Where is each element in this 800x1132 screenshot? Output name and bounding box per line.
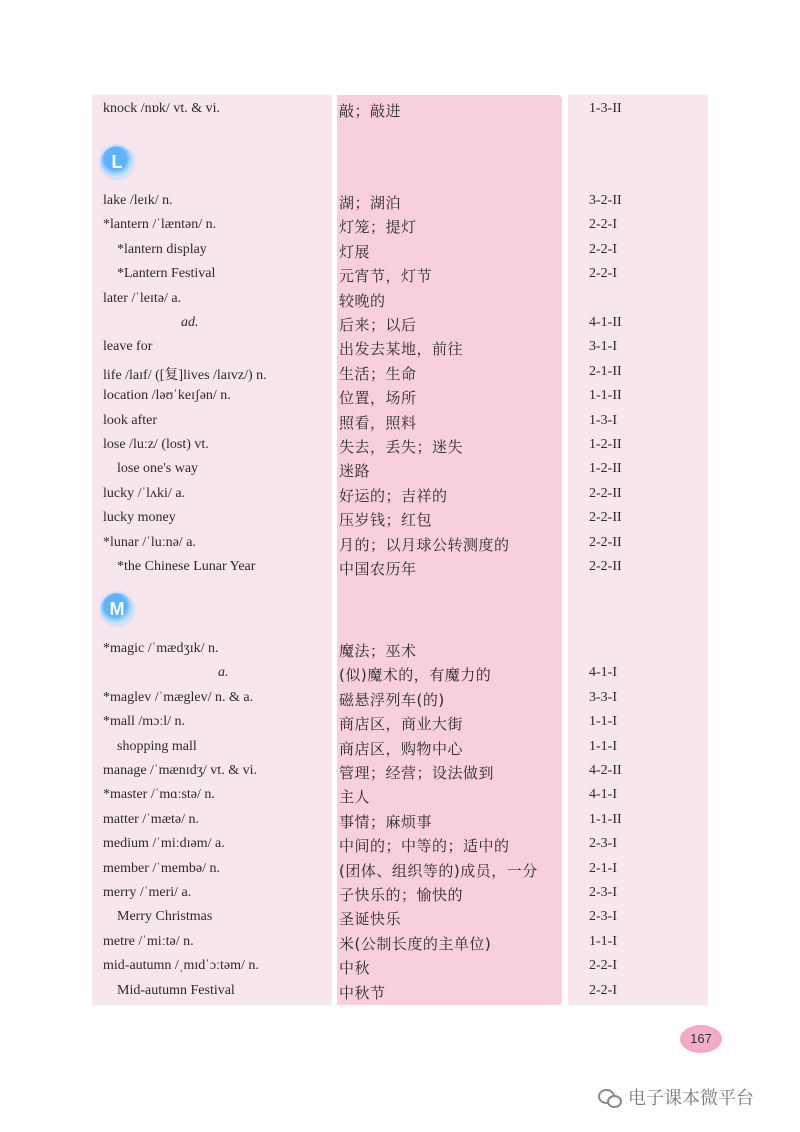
chinese-meaning: 生活；生命 xyxy=(339,364,417,383)
glossary-row xyxy=(0,190,800,214)
english-headword: metre /ˈmiːtə/ n. xyxy=(103,933,194,949)
english-headword: knock /nɒk/ vt. & vi. xyxy=(103,101,220,116)
chinese-meaning: 失去，丢失；迷失 xyxy=(339,438,464,456)
english-headword: a. xyxy=(218,665,229,681)
unit-reference: 2-2-II xyxy=(589,559,622,574)
glossary-row xyxy=(0,980,800,1004)
chinese-meaning: 中秋 xyxy=(339,959,371,978)
glossary-row xyxy=(0,532,800,556)
watermark xyxy=(598,1084,754,1110)
chinese-meaning: 商店区，商业大街 xyxy=(339,715,464,734)
glossary-row xyxy=(0,760,800,784)
english-headword: lucky /ˈlʌki/ a. xyxy=(103,485,186,501)
glossary-row xyxy=(0,906,800,930)
unit-reference: 1-1-II xyxy=(589,811,622,827)
unit-reference: 3-3-I xyxy=(589,689,617,705)
english-headword: member /ˈmembə/ n. xyxy=(103,860,221,876)
chinese-meaning: 灯展 xyxy=(339,242,371,261)
watermark-text: 电子课本微平台 xyxy=(628,1088,754,1109)
unit-reference: 1-2-II xyxy=(589,437,622,452)
english-headword: medium /ˈmiːdɪəm/ a. xyxy=(103,836,225,852)
unit-reference: 1-1-I xyxy=(589,933,617,949)
unit-reference: 4-1-I xyxy=(589,787,617,803)
chinese-meaning: 灯笼；提灯 xyxy=(339,218,417,237)
english-headword: Merry Christmas xyxy=(117,909,213,925)
unit-reference: 2-2-I xyxy=(589,982,617,998)
english-headword: matter /ˈmætə/ n. xyxy=(103,811,200,827)
chinese-meaning: 较晚的 xyxy=(339,291,386,310)
chinese-meaning: 迷路 xyxy=(339,462,371,481)
unit-reference: 1-1-I xyxy=(589,738,617,754)
unit-reference: 2-3-I xyxy=(589,909,617,925)
english-headword: *lantern display xyxy=(117,241,207,257)
unit-reference: 2-3-I xyxy=(589,836,617,852)
glossary-row xyxy=(0,955,800,979)
chinese-meaning: 事情；麻烦事 xyxy=(339,812,433,831)
page-number: 167 xyxy=(680,1025,722,1053)
unit-reference: 1-2-II xyxy=(589,461,622,477)
chinese-meaning: 中国农历年 xyxy=(339,560,417,578)
unit-reference: 3-1-I xyxy=(589,339,617,355)
unit-reference: 2-1-I xyxy=(589,860,617,876)
glossary-row xyxy=(0,98,800,122)
unit-reference: 3-2-II xyxy=(589,193,622,208)
chinese-meaning: 圣诞快乐 xyxy=(339,910,402,929)
unit-reference: 2-2-I xyxy=(589,266,617,282)
glossary-row xyxy=(0,784,800,808)
chinese-meaning: (团体、组织等的)成员，一分 xyxy=(339,861,538,880)
glossary-row xyxy=(0,458,800,482)
glossary-row xyxy=(0,687,800,711)
english-headword: *the Chinese Lunar Year xyxy=(117,559,256,574)
section-letter-l-badge: L xyxy=(101,146,133,178)
english-headword: *master /ˈmɑːstə/ n. xyxy=(103,787,215,803)
unit-reference: 4-2-II xyxy=(589,763,622,778)
glossary-row xyxy=(0,239,800,263)
unit-reference: 1-3-I xyxy=(589,412,617,428)
english-headword: look after xyxy=(103,412,158,428)
chinese-meaning: 好运的；吉祥的 xyxy=(339,486,448,505)
unit-reference: 2-2-I xyxy=(589,217,617,233)
chinese-meaning: 管理；经营；设法做到 xyxy=(339,764,495,782)
unit-reference: 2-3-I xyxy=(589,885,617,900)
chinese-meaning: 压岁钱；红包 xyxy=(339,511,433,530)
glossary-row xyxy=(0,434,800,458)
english-headword: manage /ˈmænɪdʒ/ vt. & vi. xyxy=(103,763,257,778)
english-headword: ad. xyxy=(181,315,199,330)
unit-reference: 2-2-I xyxy=(589,958,617,974)
chinese-meaning: 商店区，购物中心 xyxy=(339,739,464,758)
glossary-row xyxy=(0,410,800,434)
chinese-meaning: 中秋节 xyxy=(339,983,386,1002)
chinese-meaning: 主人 xyxy=(339,788,371,807)
chinese-meaning: 湖；湖泊 xyxy=(339,194,402,212)
english-headword: *lunar /ˈluːnə/ a. xyxy=(103,534,196,550)
glossary-row xyxy=(0,361,800,385)
chinese-meaning: 中间的；中等的；适中的 xyxy=(339,837,510,856)
english-headword: lucky money xyxy=(103,510,176,526)
unit-reference: 1-1-I xyxy=(589,714,617,730)
chinese-meaning: 元宵节，灯节 xyxy=(339,267,433,286)
chinese-meaning: 磁悬浮列车(的) xyxy=(339,690,445,709)
glossary-row xyxy=(0,662,800,686)
english-headword: life /laɪf/ ([复]lives /laɪvz/) n. xyxy=(103,367,267,383)
english-headword: *mall /mɔːl/ n. xyxy=(103,714,186,730)
glossary-row xyxy=(0,483,800,507)
english-headword: lake /leɪk/ n. xyxy=(103,193,173,208)
unit-reference: 1-1-II xyxy=(589,388,622,404)
unit-reference: 2-2-II xyxy=(589,534,622,550)
unit-reference: 4-1-II xyxy=(589,315,622,330)
unit-reference: 2-2-II xyxy=(589,485,622,501)
chinese-meaning: 魔法；巫术 xyxy=(339,642,417,660)
english-headword: mid-autumn /ˌmɪdˈɔːtəm/ n. xyxy=(103,958,259,974)
glossary-row xyxy=(0,833,800,857)
glossary-row xyxy=(0,638,800,662)
chinese-meaning: 敲；敲进 xyxy=(339,102,402,120)
glossary-row xyxy=(0,736,800,760)
english-headword: location /ləʊˈkeɪʃən/ n. xyxy=(103,388,231,404)
glossary-row xyxy=(0,809,800,833)
english-headword: Mid-autumn Festival xyxy=(117,982,235,998)
english-headword: leave for xyxy=(103,339,153,355)
english-headword: lose one's way xyxy=(117,461,199,477)
english-headword: *maglev /ˈmæglev/ n. & a. xyxy=(103,689,254,705)
chinese-meaning: (似)魔术的，有魔力的 xyxy=(339,666,492,685)
unit-reference: 4-1-I xyxy=(589,665,617,681)
unit-reference: 1-3-II xyxy=(589,101,622,116)
glossary-row xyxy=(0,556,800,580)
glossary-row xyxy=(0,882,800,906)
chinese-meaning: 米(公制长度的主单位) xyxy=(339,934,492,953)
glossary-row xyxy=(0,336,800,360)
chinese-meaning: 位置，场所 xyxy=(339,389,417,408)
glossary-row xyxy=(0,507,800,531)
english-headword: *Lantern Festival xyxy=(117,266,216,282)
english-headword: shopping mall xyxy=(117,738,197,754)
glossary-row xyxy=(0,711,800,735)
chinese-meaning: 月的；以月球公转测度的 xyxy=(339,535,510,554)
chinese-meaning: 后来；以后 xyxy=(339,316,417,334)
english-headword: *lantern /ˈlæntən/ n. xyxy=(103,217,217,233)
glossary-row xyxy=(0,312,800,336)
unit-reference: 2-2-II xyxy=(589,510,622,526)
english-headword: merry /ˈmeri/ a. xyxy=(103,885,192,900)
glossary-row xyxy=(0,288,800,312)
unit-reference: 2-2-I xyxy=(589,241,617,257)
glossary-row xyxy=(0,858,800,882)
chinese-meaning: 照看，照料 xyxy=(339,413,417,432)
wechat-icon xyxy=(598,1086,620,1108)
glossary-row xyxy=(0,385,800,409)
english-headword: lose /luːz/ (lost) vt. xyxy=(103,437,209,452)
section-letter-m-badge: M xyxy=(101,593,133,625)
unit-reference: 2-1-II xyxy=(589,363,622,379)
english-headword: *magic /ˈmædʒɪk/ n. xyxy=(103,641,219,656)
glossary-row xyxy=(0,214,800,238)
chinese-meaning: 子快乐的；愉快的 xyxy=(339,886,464,904)
chinese-meaning: 出发去某地，前往 xyxy=(339,340,464,359)
glossary-row xyxy=(0,931,800,955)
english-headword: later /ˈleɪtə/ a. xyxy=(103,290,182,306)
glossary-row xyxy=(0,263,800,287)
